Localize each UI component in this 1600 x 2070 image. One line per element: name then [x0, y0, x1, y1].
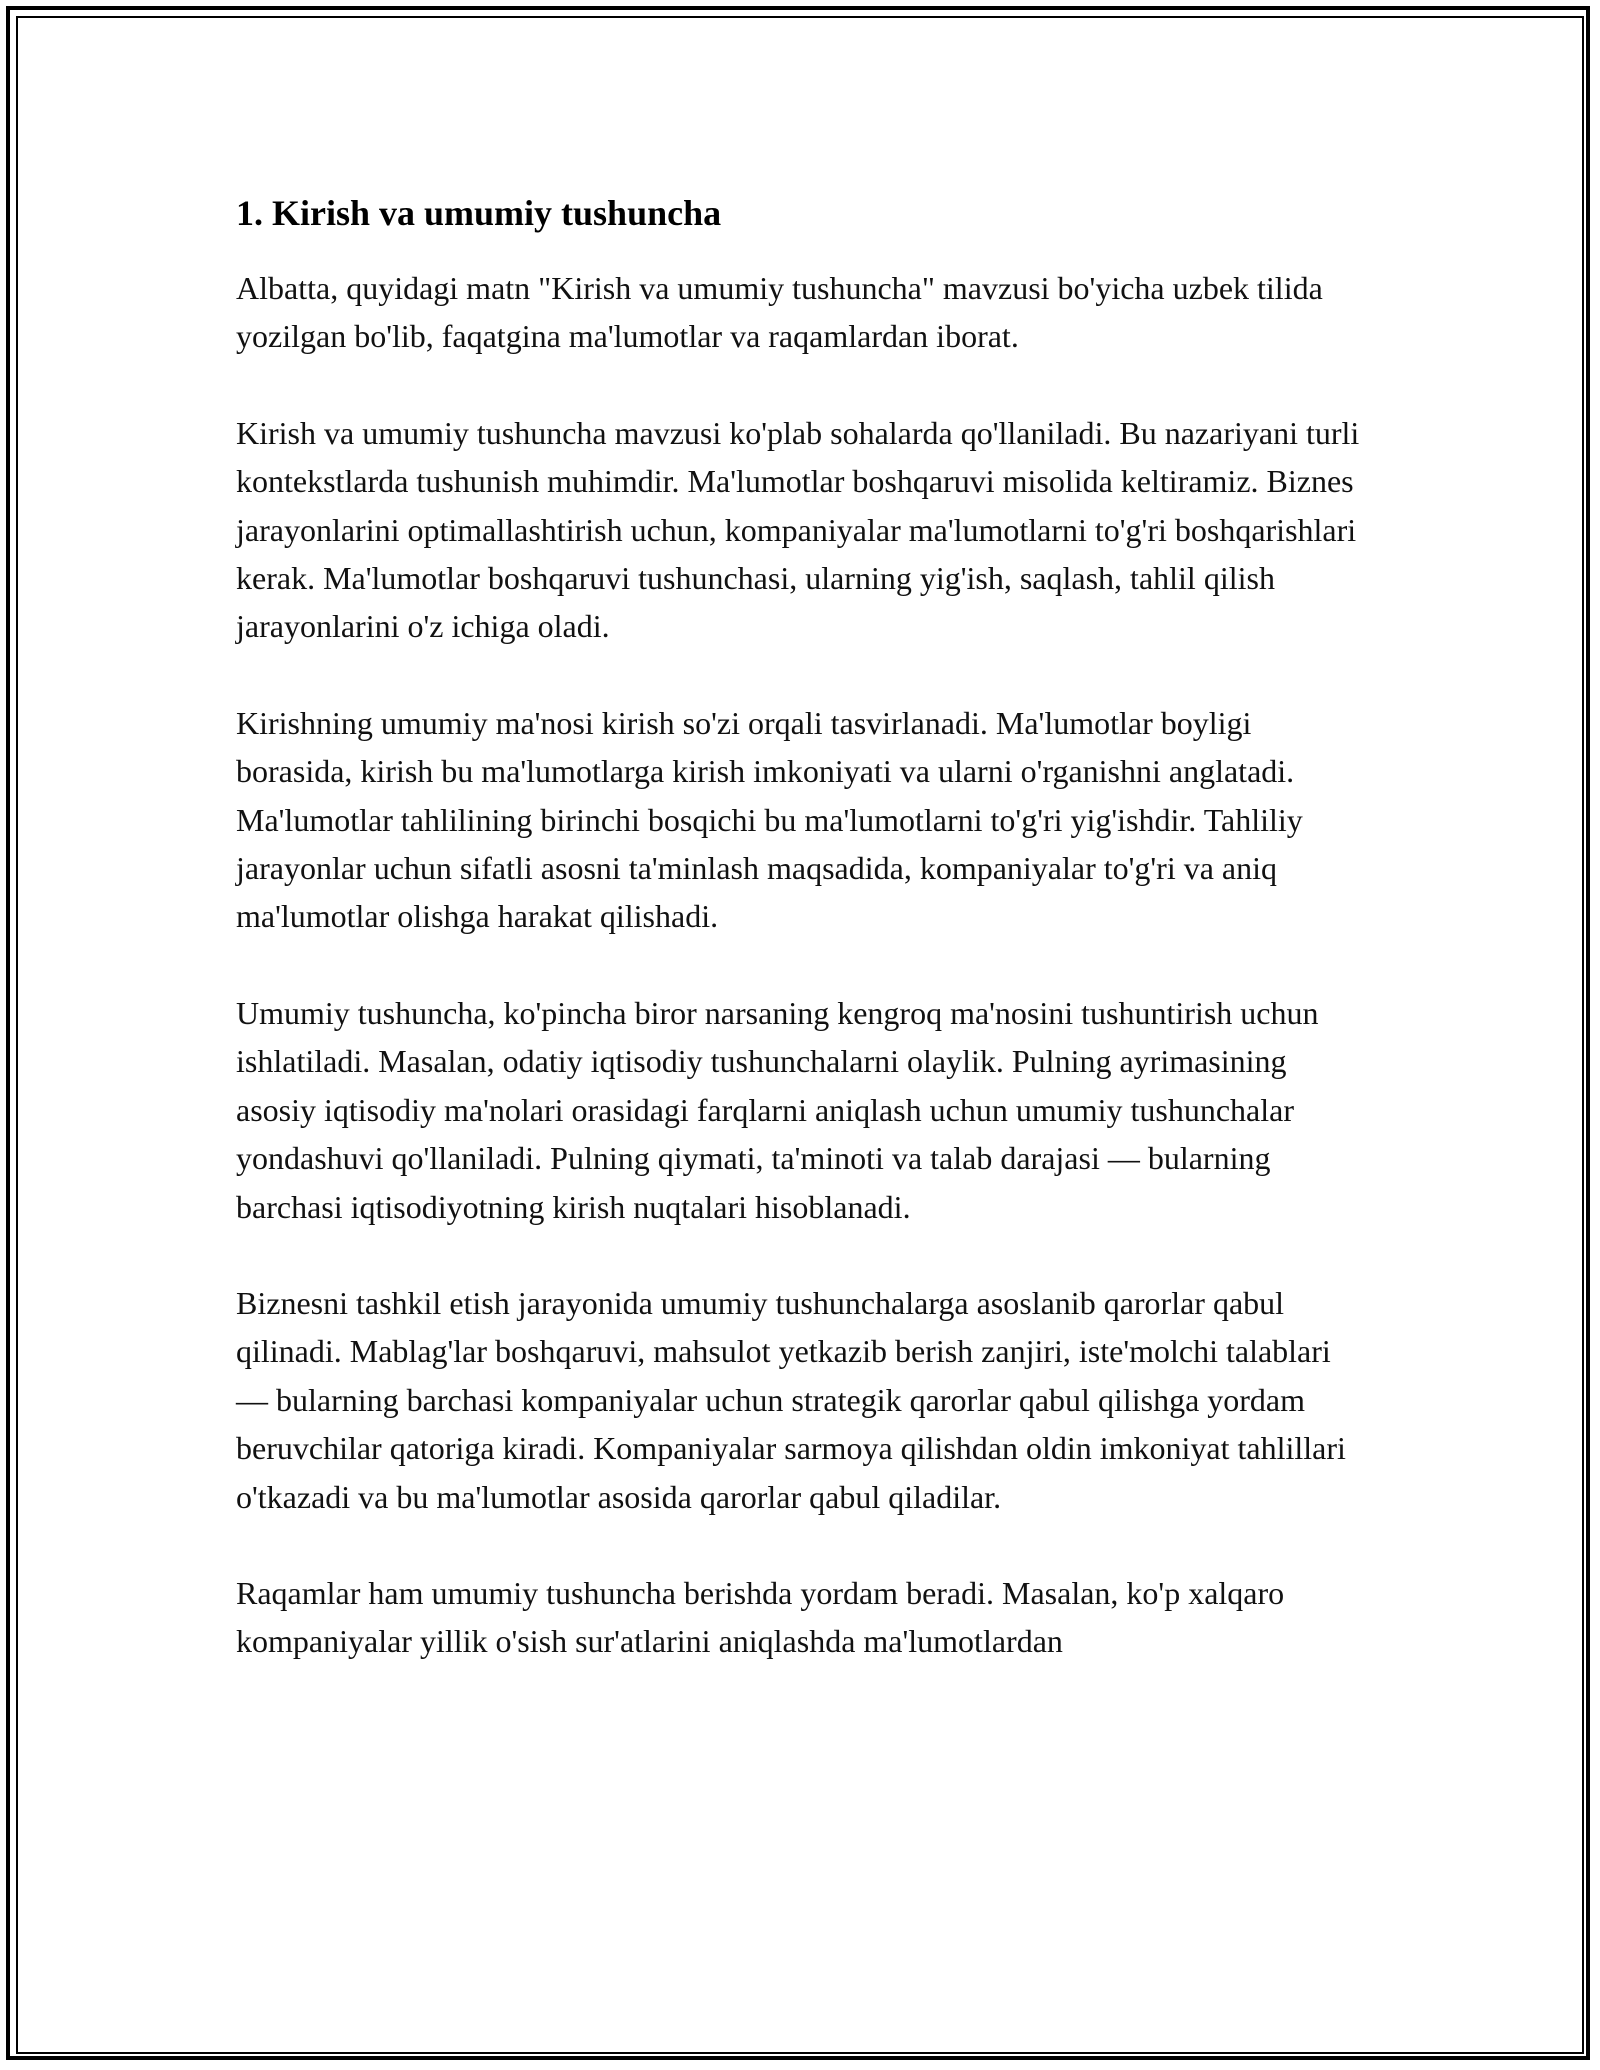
paragraph-general-concept: Umumiy tushuncha, ko'pincha biror narsaning kengroq ma'nosini tushuntirish uchun ishlatiladi. Masalan, odatiy iqtisodiy tushunchalarni olaylik. Pulning ayrimasining asosiy iqtisodiy ma'nolari orasidagi farqlarni aniqlash uchun umumiy tushunchalar yondashuvi qo'llaniladi. Pulning qiymati, ta'minoti va talab darajasi — bularning barchasi iqtisodiyotning kirish nuqtalari hisoblanadi.: [236, 994, 1319, 1225]
paragraph-business-decisions: Biznesni tashkil etish jarayonida umumiy tushunchalarga asoslanib qarorlar qabul qilinadi. Mablag'lar boshqaruvi, mahsulot yetkazib berish zanjiri, iste'molchi talablari — bularning barchasi kompaniyalar uchun strategik qarorlar qabul qilishga yordam beruvchilar qatoriga kiradi. Kompaniyalar sarmoya qilishdan oldin imkoniyat tahlillari o'tkazadi va bu ma'lumotlar asosida qarorlar qabul qiladilar.: [236, 1284, 1346, 1515]
section-heading: 1. Kirish va umumiy tushuncha: [236, 193, 722, 233]
paragraph-meaning-of-entry: Kirishning umumiy ma'nosi kirish so'zi orqali tasvirlanadi. Ma'lumotlar boyligi borasida, kirish bu ma'lumotlarga kirish imkoniyati va ularni o'rganishni anglatadi. Ma'lumotlar tahlilining birinchi bosqichi bu ma'lumotlarni to'g'ri yig'ishdir. Tahliliy jarayonlar uchun sifatli asosni ta'minlash maqsadida, kompaniyalar to'g'ri va aniq ma'lumotlar olishga harakat qilishadi.: [236, 704, 1303, 935]
paragraph-data-management: Kirish va umumiy tushuncha mavzusi ko'plab sohalarda qo'llaniladi. Bu nazariyani turli kontekstlarda tushunish muhimdir. Ma'lumotlar boshqaruvi misolida keltiramiz. Biznes jarayonlarini optimallashtirish uchun, kompaniyalar ma'lumotlarni to'g'ri boshqarishlari kerak. Ma'lumotlar boshqaruvi tushunchasi, ularning yig'ish, saqlash, tahlil qilish jarayonlarini o'z ichiga oladi.: [236, 414, 1360, 645]
paragraph-numbers: Raqamlar ham umumiy tushuncha berishda yordam beradi. Masalan, ko'p xalqaro kompaniyalar yillik o'sish sur'atlarini aniqlashda ma'lumotlardan: [236, 1574, 1285, 1660]
paragraph-intro: Albatta, quyidagi matn "Kirish va umumiy tushuncha" mavzusi bo'yicha uzbek tilida yozilgan bo'lib, faqatgina ma'lumotlar va raqamlardan iborat.: [236, 270, 1323, 355]
document-body: [236, 186, 1360, 1714]
